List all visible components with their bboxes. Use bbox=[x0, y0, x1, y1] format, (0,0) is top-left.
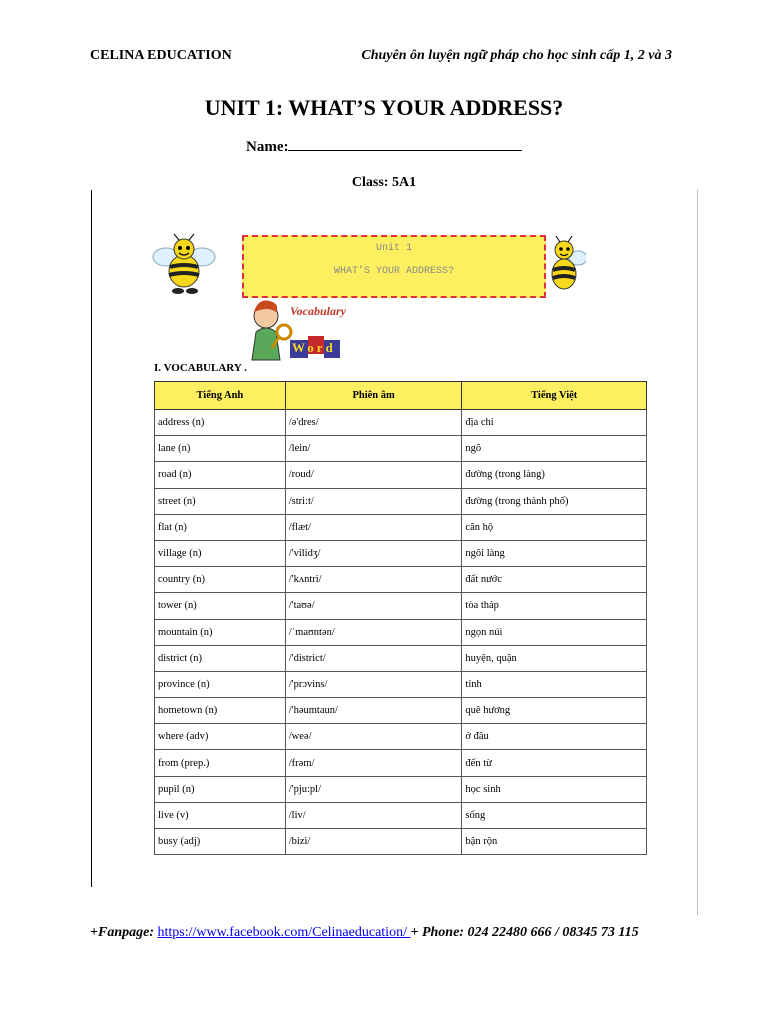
column-header-vietnamese: Tiếng Việt bbox=[462, 382, 647, 410]
column-header-phonetic: Phiên âm bbox=[285, 382, 462, 410]
cell-phonetic: /weə/ bbox=[285, 724, 462, 750]
cell-vietnamese-meaning: đến từ bbox=[462, 750, 647, 776]
cell-phonetic: /'taʊə/ bbox=[285, 593, 462, 619]
bee-right-icon bbox=[542, 236, 586, 294]
cell-english-word: mountain (n) bbox=[155, 619, 286, 645]
cell-vietnamese-meaning: đường (trong làng) bbox=[462, 462, 647, 488]
cell-phonetic: /bizi/ bbox=[285, 829, 462, 855]
cell-english-word: district (n) bbox=[155, 645, 286, 671]
cell-vietnamese-meaning: bận rộn bbox=[462, 829, 647, 855]
right-margin-line bbox=[697, 190, 698, 915]
table-row bbox=[155, 567, 647, 593]
cell-phonetic: /stri:t/ bbox=[285, 488, 462, 514]
header-organization: CELINA EDUCATION bbox=[90, 48, 232, 63]
cell-english-word: street (n) bbox=[155, 488, 286, 514]
cell-phonetic: /'həumtaun/ bbox=[285, 698, 462, 724]
banner-unit-title: WHAT’S YOUR ADDRESS? bbox=[333, 266, 455, 277]
cell-phonetic: /liv/ bbox=[285, 802, 462, 828]
cell-english-word: road (n) bbox=[155, 462, 286, 488]
column-header-english: Tiếng Anh bbox=[155, 382, 286, 410]
name-label: Name: bbox=[246, 139, 289, 155]
cell-english-word: country (n) bbox=[155, 567, 286, 593]
cell-phonetic: /ˈmaʊntən/ bbox=[285, 619, 462, 645]
table-row bbox=[155, 436, 647, 462]
table-row bbox=[155, 671, 647, 697]
cell-phonetic: /frəm/ bbox=[285, 750, 462, 776]
cell-vietnamese-meaning: ngôi làng bbox=[462, 540, 647, 566]
cell-phonetic: /flæt/ bbox=[285, 514, 462, 540]
table-row bbox=[155, 619, 647, 645]
cell-vietnamese-meaning: ngọn núi bbox=[462, 619, 647, 645]
cell-vietnamese-meaning: tỉnh bbox=[462, 671, 647, 697]
vocabulary-logo bbox=[246, 298, 352, 362]
table-row bbox=[155, 698, 647, 724]
cell-vietnamese-meaning: huyện, quận bbox=[462, 645, 647, 671]
table-header-row bbox=[155, 382, 647, 410]
left-margin-line bbox=[91, 190, 92, 887]
table-row bbox=[155, 776, 647, 802]
cell-phonetic: /'district/ bbox=[285, 645, 462, 671]
table-row bbox=[155, 540, 647, 566]
table-row bbox=[155, 514, 647, 540]
cell-english-word: live (v) bbox=[155, 802, 286, 828]
table-row bbox=[155, 462, 647, 488]
table-row bbox=[155, 802, 647, 828]
cell-phonetic: /ə'dres/ bbox=[285, 410, 462, 436]
bee-left-icon bbox=[152, 233, 216, 295]
cell-phonetic: /'prɔvins/ bbox=[285, 671, 462, 697]
cell-vietnamese-meaning: tòa tháp bbox=[462, 593, 647, 619]
cell-english-word: lane (n) bbox=[155, 436, 286, 462]
phone-text: + Phone: 024 22480 666 / 08345 73 115 bbox=[410, 925, 639, 940]
cell-vietnamese-meaning: địa chỉ bbox=[462, 410, 647, 436]
cell-english-word: village (n) bbox=[155, 540, 286, 566]
table-row bbox=[155, 593, 647, 619]
cell-vietnamese-meaning: ở đâu bbox=[462, 724, 647, 750]
word-logo-text: Word bbox=[292, 340, 336, 355]
cell-english-word: province (n) bbox=[155, 671, 286, 697]
cell-phonetic: /roud/ bbox=[285, 462, 462, 488]
cell-vietnamese-meaning: sống bbox=[462, 802, 647, 828]
name-field[interactable] bbox=[246, 138, 522, 156]
cell-english-word: address (n) bbox=[155, 410, 286, 436]
table-row bbox=[155, 410, 647, 436]
cell-english-word: from (prep.) bbox=[155, 750, 286, 776]
class-label: Class: 5A1 bbox=[351, 175, 417, 190]
table-row bbox=[155, 488, 647, 514]
section-title: I. VOCABULARY . bbox=[154, 362, 247, 374]
cell-vietnamese-meaning: đất nước bbox=[462, 567, 647, 593]
footer bbox=[90, 924, 680, 942]
cell-english-word: hometown (n) bbox=[155, 698, 286, 724]
cell-english-word: busy (adj) bbox=[155, 829, 286, 855]
banner-unit-label: Unit 1 bbox=[375, 243, 412, 254]
vocabulary-table bbox=[154, 381, 647, 855]
cell-vietnamese-meaning: học sinh bbox=[462, 776, 647, 802]
vocabulary-logo-text: Vocabulary bbox=[290, 304, 347, 318]
cell-phonetic: /'vilidʒ/ bbox=[285, 540, 462, 566]
page-title: UNIT 1: WHAT’S YOUR ADDRESS? bbox=[204, 95, 564, 120]
cell-phonetic: /'kʌntri/ bbox=[285, 567, 462, 593]
cell-vietnamese-meaning: đường (trong thành phố) bbox=[462, 488, 647, 514]
cell-vietnamese-meaning: ngõ bbox=[462, 436, 647, 462]
cell-phonetic: /'pju:pl/ bbox=[285, 776, 462, 802]
cell-english-word: flat (n) bbox=[155, 514, 286, 540]
header-tagline: Chuyên ôn luyện ngữ pháp cho học sinh cấp 1, 2 và 3 bbox=[361, 48, 672, 63]
cell-english-word: pupil (n) bbox=[155, 776, 286, 802]
table-row bbox=[155, 750, 647, 776]
name-blank-line[interactable] bbox=[288, 138, 522, 151]
table-row bbox=[155, 829, 647, 855]
unit-banner bbox=[242, 235, 546, 298]
cell-english-word: where (adv) bbox=[155, 724, 286, 750]
fanpage-link[interactable]: https://www.facebook.com/Celinaeducation/ bbox=[157, 925, 411, 940]
table-row bbox=[155, 724, 647, 750]
fanpage-label: +Fanpage: bbox=[90, 925, 158, 940]
cell-vietnamese-meaning: quê hương bbox=[462, 698, 647, 724]
cell-english-word: tower (n) bbox=[155, 593, 286, 619]
cell-vietnamese-meaning: căn hộ bbox=[462, 514, 647, 540]
table-row bbox=[155, 645, 647, 671]
cell-phonetic: /lein/ bbox=[285, 436, 462, 462]
